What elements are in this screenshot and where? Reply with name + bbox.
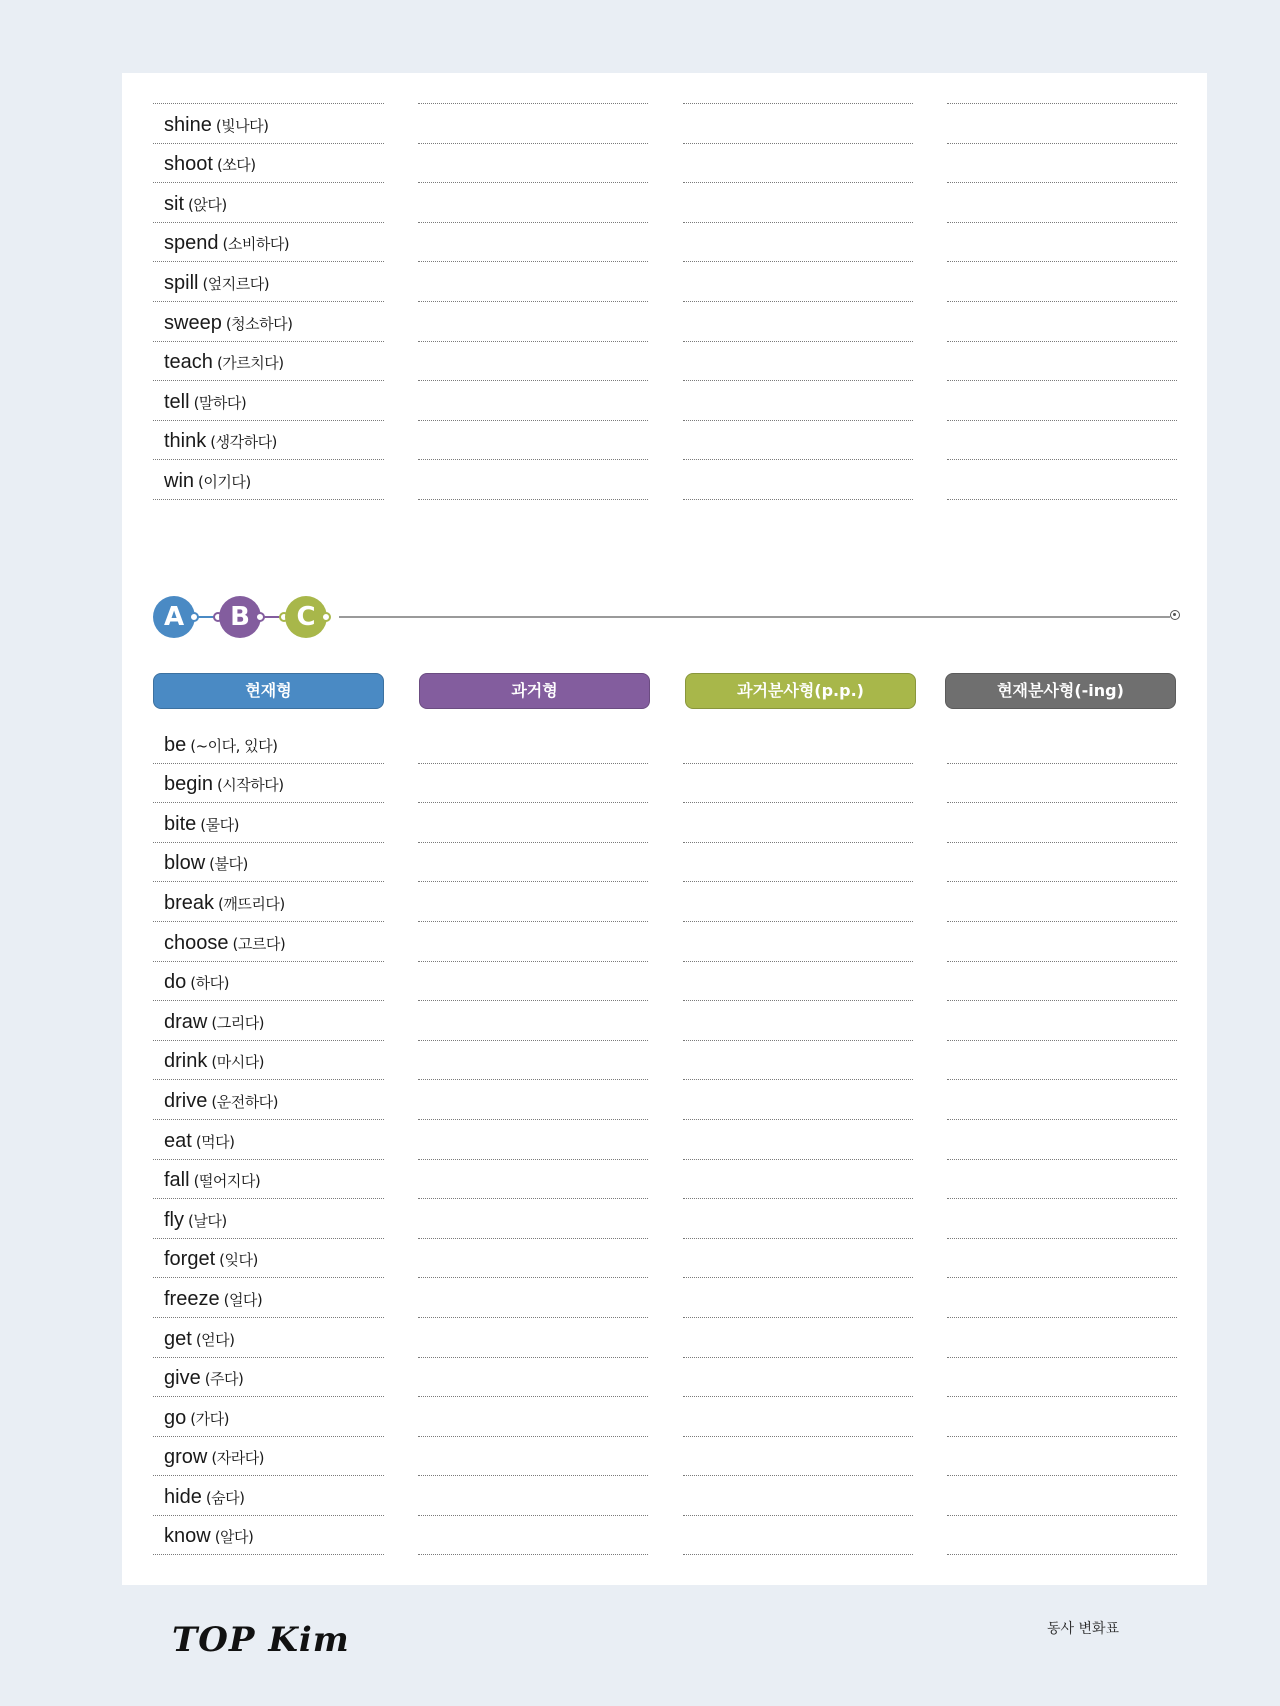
verb-cell (153, 1041, 384, 1081)
answer-blank[interactable] (683, 843, 913, 883)
answer-blank[interactable] (947, 1001, 1177, 1041)
verb-korean-meaning: (이기다) (198, 472, 251, 491)
verb-entry (164, 193, 227, 216)
verb-cell (153, 922, 384, 962)
verb-entry (164, 1090, 278, 1113)
verb-table-1 (153, 104, 1178, 500)
answer-blank[interactable] (418, 1437, 648, 1477)
table-row (153, 1041, 1178, 1081)
answer-blank[interactable] (418, 1476, 648, 1516)
verb-english: tell (164, 390, 190, 413)
table-row (153, 1160, 1178, 1200)
answer-blank[interactable] (947, 843, 1177, 883)
verb-english: shoot (164, 153, 213, 176)
table-row (153, 262, 1178, 302)
answer-blank[interactable] (683, 1516, 913, 1556)
verb-english: spend (164, 232, 219, 255)
verb-entry (164, 312, 292, 335)
verb-entry (164, 1328, 235, 1351)
answer-blank[interactable] (418, 342, 648, 382)
verb-cell (153, 342, 384, 382)
verb-english: drink (164, 1050, 208, 1073)
table-row (153, 421, 1178, 461)
verb-cell (153, 1239, 384, 1279)
answer-blank[interactable] (947, 764, 1177, 804)
verb-entry (164, 971, 229, 994)
table-row (153, 962, 1178, 1002)
verb-entry (164, 1011, 264, 1034)
answer-blank[interactable] (947, 381, 1177, 421)
table-row (153, 1239, 1178, 1279)
answer-blank[interactable] (683, 1397, 913, 1437)
answer-blank[interactable] (683, 1476, 913, 1516)
verb-entry (164, 1288, 262, 1311)
answer-blank[interactable] (418, 421, 648, 461)
answer-blank[interactable] (683, 381, 913, 421)
header-past-participle: 과거분사형(p.p.) (685, 673, 916, 709)
brand-logo: TOP Kim (172, 1620, 350, 1660)
verb-english: freeze (164, 1287, 220, 1310)
answer-blank[interactable] (418, 882, 648, 922)
answer-blank[interactable] (683, 1199, 913, 1239)
answer-blank[interactable] (418, 104, 648, 144)
table-row (153, 724, 1178, 764)
answer-blank[interactable] (947, 421, 1177, 461)
table-row (153, 381, 1178, 421)
answer-blank[interactable] (947, 1120, 1177, 1160)
connector-dot (255, 612, 265, 622)
table-row (153, 1001, 1178, 1041)
connector-dot (189, 612, 199, 622)
answer-blank[interactable] (947, 1476, 1177, 1516)
answer-blank[interactable] (683, 342, 913, 382)
table-row (153, 1476, 1178, 1516)
verb-english: bite (164, 812, 197, 835)
verb-english: grow (164, 1446, 208, 1469)
verb-english: get (164, 1327, 192, 1350)
verb-english: spill (164, 271, 199, 294)
verb-cell (153, 1397, 384, 1437)
verb-cell (153, 803, 384, 843)
abc-bar (153, 594, 1178, 640)
verb-english: break (164, 891, 215, 914)
answer-blank[interactable] (947, 1160, 1177, 1200)
verb-cell (153, 1358, 384, 1398)
verb-english: choose (164, 931, 229, 954)
verb-english: forget (164, 1248, 216, 1271)
answer-blank[interactable] (947, 1437, 1177, 1477)
verb-korean-meaning: (하다) (190, 974, 229, 993)
table-row (153, 1080, 1178, 1120)
answer-blank[interactable] (418, 1239, 648, 1279)
header-present-participle: 현재분사형(-ing) (945, 673, 1176, 709)
answer-blank[interactable] (683, 262, 913, 302)
table-row (153, 1199, 1178, 1239)
verb-entry (164, 1486, 245, 1509)
answer-blank[interactable] (947, 1080, 1177, 1120)
answer-blank[interactable] (947, 460, 1177, 500)
verb-korean-meaning: (자라다) (211, 1449, 265, 1468)
answer-blank[interactable] (418, 1160, 648, 1200)
verb-english: draw (164, 1010, 208, 1033)
answer-blank[interactable] (947, 1397, 1177, 1437)
verb-english: know (164, 1525, 211, 1548)
answer-blank[interactable] (683, 1001, 913, 1041)
verb-entry (164, 852, 248, 875)
answer-blank[interactable] (683, 803, 913, 843)
table-row (153, 223, 1178, 263)
verb-korean-meaning: (가르치다) (216, 354, 284, 373)
verb-korean-meaning: (날다) (188, 1211, 227, 1230)
verb-korean-meaning: (말하다) (193, 393, 247, 412)
table-row (153, 104, 1178, 144)
verb-english: begin (164, 773, 213, 796)
verb-entry (164, 1367, 243, 1390)
table-row (153, 882, 1178, 922)
connector-line (339, 616, 1170, 618)
answer-blank[interactable] (683, 1160, 913, 1200)
answer-blank[interactable] (418, 1001, 648, 1041)
answer-blank[interactable] (418, 460, 648, 500)
answer-blank[interactable] (418, 962, 648, 1002)
header-past: 과거형 (419, 673, 650, 709)
verb-english: drive (164, 1089, 208, 1112)
verb-cell (153, 843, 384, 883)
answer-blank[interactable] (418, 764, 648, 804)
verb-entry (164, 932, 285, 955)
answer-blank[interactable] (683, 1041, 913, 1081)
verb-cell (153, 764, 384, 804)
verb-english: eat (164, 1129, 192, 1152)
answer-blank[interactable] (418, 262, 648, 302)
footer-title: 동사 변화표 (1047, 1621, 1120, 1637)
answer-blank[interactable] (683, 1437, 913, 1477)
verb-english: think (164, 430, 207, 453)
verb-entry (164, 1248, 258, 1271)
verb-cell (153, 183, 384, 223)
verb-cell (153, 1437, 384, 1477)
answer-blank[interactable] (683, 962, 913, 1002)
verb-english: go (164, 1406, 187, 1429)
connector-dot (321, 612, 331, 622)
letter-c-badge: C (285, 596, 327, 638)
verb-entry (164, 1169, 260, 1192)
answer-blank[interactable] (947, 1278, 1177, 1318)
table-row (153, 843, 1178, 883)
verb-korean-meaning: (먹다) (195, 1132, 235, 1151)
answer-blank[interactable] (418, 381, 648, 421)
verb-entry (164, 351, 284, 374)
answer-blank[interactable] (418, 1080, 648, 1120)
verb-cell (153, 421, 384, 461)
verb-korean-meaning: (엎지르다) (202, 274, 270, 293)
answer-blank[interactable] (683, 1318, 913, 1358)
verb-entry (164, 232, 289, 255)
verb-cell (153, 724, 384, 764)
verb-cell (153, 1001, 384, 1041)
verb-korean-meaning: (주다) (204, 1370, 244, 1389)
answer-blank[interactable] (947, 803, 1177, 843)
verb-korean-meaning: (알다) (214, 1528, 254, 1547)
answer-blank[interactable] (418, 843, 648, 883)
answer-blank[interactable] (418, 922, 648, 962)
answer-blank[interactable] (683, 223, 913, 263)
answer-blank[interactable] (418, 803, 648, 843)
answer-blank[interactable] (683, 1080, 913, 1120)
header-present: 현재형 (153, 673, 384, 709)
answer-blank[interactable] (683, 183, 913, 223)
verb-entry (164, 114, 269, 137)
verb-korean-meaning: (떨어지다) (193, 1172, 261, 1191)
verb-korean-meaning: (물다) (200, 815, 239, 834)
verb-entry (164, 773, 284, 796)
answer-blank[interactable] (683, 882, 913, 922)
verb-korean-meaning: (시작하다) (216, 776, 284, 795)
table-row (153, 922, 1178, 962)
verb-cell (153, 962, 384, 1002)
letter-b-badge: B (219, 596, 261, 638)
verb-entry (164, 892, 285, 915)
table-row (153, 1397, 1178, 1437)
table-row (153, 1516, 1178, 1556)
answer-blank[interactable] (947, 144, 1177, 184)
answer-blank[interactable] (947, 223, 1177, 263)
verb-korean-meaning: (얼다) (223, 1290, 263, 1309)
verb-entry (164, 734, 278, 757)
table-row (153, 302, 1178, 342)
answer-blank[interactable] (947, 104, 1177, 144)
verb-entry (164, 1130, 235, 1153)
verb-english: fall (164, 1169, 190, 1192)
answer-blank[interactable] (947, 1199, 1177, 1239)
answer-blank[interactable] (947, 1358, 1177, 1398)
verb-korean-meaning: (~이다, 있다) (190, 736, 278, 755)
answer-blank[interactable] (683, 724, 913, 764)
table-row (153, 342, 1178, 382)
verb-entry (164, 1525, 253, 1548)
answer-blank[interactable] (418, 724, 648, 764)
verb-table-2 (153, 724, 1178, 1555)
verb-cell (153, 302, 384, 342)
verb-entry (164, 813, 239, 836)
verb-cell (153, 381, 384, 421)
verb-english: blow (164, 852, 206, 875)
answer-blank[interactable] (418, 183, 648, 223)
verb-english: sweep (164, 311, 222, 334)
answer-blank[interactable] (947, 302, 1177, 342)
verb-english: do (164, 971, 187, 994)
table-row (153, 1358, 1178, 1398)
answer-blank[interactable] (418, 1278, 648, 1318)
verb-korean-meaning: (쏘다) (216, 156, 256, 175)
answer-blank[interactable] (947, 882, 1177, 922)
verb-entry (164, 153, 256, 176)
verb-entry (164, 1407, 229, 1430)
verb-entry (164, 1446, 264, 1469)
answer-blank[interactable] (683, 1358, 913, 1398)
answer-blank[interactable] (683, 1120, 913, 1160)
verb-entry (164, 1209, 227, 1232)
verb-cell (153, 1160, 384, 1200)
letter-a-badge: A (153, 596, 195, 638)
answer-blank[interactable] (683, 144, 913, 184)
verb-korean-meaning: (빛나다) (215, 116, 269, 135)
answer-blank[interactable] (418, 302, 648, 342)
answer-blank[interactable] (418, 223, 648, 263)
answer-blank[interactable] (418, 1397, 648, 1437)
verb-cell (153, 262, 384, 302)
verb-english: fly (164, 1208, 184, 1231)
answer-blank[interactable] (947, 922, 1177, 962)
verb-english: win (164, 469, 195, 492)
answer-blank[interactable] (947, 1041, 1177, 1081)
verb-cell (153, 1120, 384, 1160)
table-row (153, 1278, 1178, 1318)
answer-blank[interactable] (683, 104, 913, 144)
verb-cell (153, 1080, 384, 1120)
verb-korean-meaning: (생각하다) (210, 433, 277, 452)
table-row (153, 183, 1178, 223)
answer-blank[interactable] (683, 302, 913, 342)
answer-blank[interactable] (683, 922, 913, 962)
answer-blank[interactable] (683, 1278, 913, 1318)
verb-entry (164, 391, 246, 414)
answer-blank[interactable] (683, 764, 913, 804)
verb-korean-meaning: (소비하다) (222, 235, 290, 254)
verb-korean-meaning: (가다) (190, 1409, 229, 1428)
answer-blank[interactable] (418, 1120, 648, 1160)
line-end-marker (1170, 610, 1180, 620)
answer-blank[interactable] (418, 144, 648, 184)
verb-english: teach (164, 351, 213, 374)
answer-blank[interactable] (947, 262, 1177, 302)
verb-korean-meaning: (불다) (209, 855, 248, 874)
verb-korean-meaning: (깨뜨리다) (218, 894, 285, 913)
verb-cell (153, 1516, 384, 1556)
verb-cell (153, 882, 384, 922)
verb-cell (153, 1476, 384, 1516)
verb-english: give (164, 1367, 201, 1390)
verb-cell (153, 1318, 384, 1358)
verb-korean-meaning: (마시다) (211, 1053, 265, 1072)
verb-entry (164, 470, 251, 493)
answer-blank[interactable] (418, 1041, 648, 1081)
answer-blank[interactable] (683, 421, 913, 461)
verb-korean-meaning: (잊다) (219, 1251, 258, 1270)
table-row (153, 1120, 1178, 1160)
verb-korean-meaning: (고르다) (232, 934, 286, 953)
answer-blank[interactable] (947, 1239, 1177, 1279)
answer-blank[interactable] (683, 1239, 913, 1279)
table-row (153, 803, 1178, 843)
verb-cell (153, 223, 384, 263)
answer-blank[interactable] (947, 1516, 1177, 1556)
verb-english: shine (164, 113, 212, 136)
verb-english: sit (164, 192, 184, 215)
answer-blank[interactable] (947, 183, 1177, 223)
answer-blank[interactable] (947, 342, 1177, 382)
verb-korean-meaning: (숨다) (205, 1488, 245, 1507)
answer-blank[interactable] (418, 1358, 648, 1398)
table-row (153, 460, 1178, 500)
verb-korean-meaning: (앉다) (188, 195, 227, 214)
verb-english: be (164, 733, 187, 756)
verb-korean-meaning: (얻다) (195, 1330, 235, 1349)
verb-cell (153, 144, 384, 184)
answer-blank[interactable] (947, 724, 1177, 764)
answer-blank[interactable] (947, 1318, 1177, 1358)
verb-korean-meaning: (운전하다) (211, 1092, 279, 1111)
verb-entry (164, 1050, 264, 1073)
table-row (153, 1437, 1178, 1477)
table-row (153, 144, 1178, 184)
verb-korean-meaning: (그리다) (211, 1013, 265, 1032)
table-row (153, 1318, 1178, 1358)
answer-blank[interactable] (418, 1516, 648, 1556)
verb-cell (153, 1199, 384, 1239)
table-row (153, 764, 1178, 804)
verb-cell (153, 1278, 384, 1318)
answer-blank[interactable] (418, 1199, 648, 1239)
verb-english: hide (164, 1485, 202, 1508)
answer-blank[interactable] (418, 1318, 648, 1358)
verb-entry (164, 272, 269, 295)
answer-blank[interactable] (683, 460, 913, 500)
verb-cell (153, 104, 384, 144)
verb-cell (153, 460, 384, 500)
verb-korean-meaning: (청소하다) (225, 314, 293, 333)
answer-blank[interactable] (947, 962, 1177, 1002)
verb-entry (164, 430, 277, 453)
